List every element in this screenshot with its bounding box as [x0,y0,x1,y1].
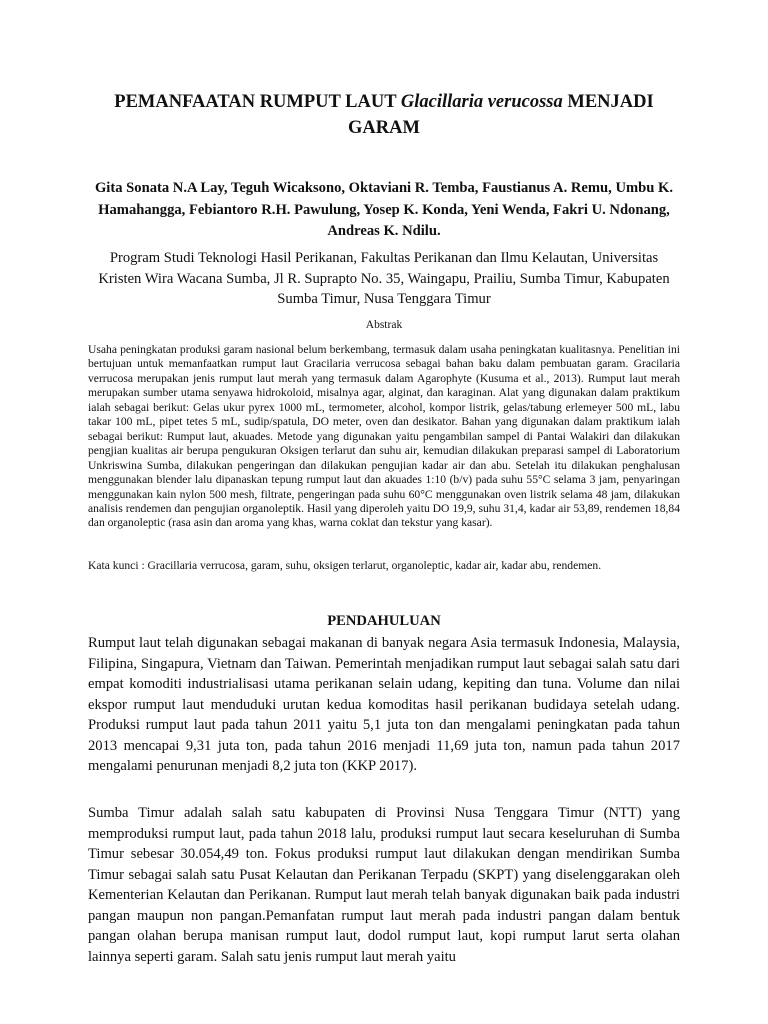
abstract-text: Usaha peningkatan produksi garam nasional belum berkembang, termasuk dalam usaha peningkatan kualitasnya. Penelitian ini bertujuan untuk memanfaatkan rumput laut Gracilaria verrucosa sebagai bahan baku dalam pembuatan garam. Gracilaria verrucosa merupakan jenis rumput laut merah yang termasuk dalam Agarophyte (Kusuma et al., 2013). Rumput laut merah merupakan sumber utama senyawa hidrokoloid, misalnya agar, alginat, dan karaginan. Alat yang digunakan dalam praktikum ialah sebagai berikut: Gelas ukur pyrex 1000 mL, termometer, alcohol, kompor listrik, gelas/tabung erlemeyer 500 mL, labu takar 100 mL, pipet tetes 5 mL, sudip/spatula, DO meter, oven dan desikator. Bahan yang digunakan dalam praktikum ialah sebagai berikut: Rumput laut, akuades. Metode yang digunakan yaitu pengambilan sampel di Pantai Walakiri dan dilakukan pengjian kualitas air berupa pengukuran Oksigen terlarut dan suhu air, kemudian dilakukan preparasi sampel di Laboratorium Unkriswina Sumba, dilakukan pengeringan dan dilakukan pengujian kadar air dan abu. Setelah itu dilakukan penghalusan menggunakan blender lalu dipanaskan tepung rumput laut dan akuades 1:10 (b/v) pada suhu 55°C selama 3 jam, penyaringan menggunakan kain nylon 500 mesh, filtrate, pengeringan pada suhu 60°C menggunakan oven listrik selama 48 jam, dilakukan analisis rendemen dan pengujian organoleptik. Hasil yang diperoleh yaitu DO 19,9, suhu 31,4, kadar air 53,89, rendemen 18,84 dan organoleptic (rasa asin dan aroma yang khas, warna coklat dan tekstur yang kasar). [88,343,680,530]
paper-title [88,89,680,141]
section-heading-introduction: PENDAHULUAN [327,613,441,629]
title-part-2: MENJADI GARAM [348,92,654,138]
introduction-paragraph: Rumput laut telah digunakan sebagai makanan di banyak negara Asia termasuk Indonesia, Malaysia, Filipina, Singapura, Vietnam dan Taiwan. Pemerintah menjadikan rumput laut sebagai salah satu dari empat komoditi industrialisasi utama perikanan selain udang, kepiting dan tuna. Volume dan nilai ekspor rumput laut menduduki urutan kedua komoditas hasil perikanan budidaya setelah udang. Produksi rumput laut pada tahun 2011 yaitu 5,1 juta ton dan mengalami peningkatan pada tahun 2013 mencapai 9,31 juta ton, pada tahun 2016 menjadi 11,69 juta ton, namun pada tahun 2017 mengalami penurunan menjadi 8,2 juta ton (KKP 2017). [88,635,680,774]
author-list: Gita Sonata N.A Lay, Teguh Wicaksono, Oktaviani R. Temba, Faustianus A. Remu, Umbu K. Hamahangga, Febiantoro R.H. Pawulung, Yosep K. Konda, Yeni Wenda, Fakri U. Ndonang, Andreas K. Ndilu. [94,180,674,239]
title-part-1: PEMANFAATAN RUMPUT LAUT [114,92,401,112]
affiliation: Program Studi Teknologi Hasil Perikanan, Fakultas Perikanan dan Ilmu Kelautan, Universitas Kristen Wira Wacana Sumba, Jl R. Suprapto No. 35, Waingapu, Prailiu, Sumba Timur, Kabupaten Sumba Timur, Nusa Tenggara Timur [98,250,670,307]
abstract-heading: Abstrak [365,319,403,331]
keywords: Kata kunci : Gracillaria verrucosa, garam, suhu, oksigen terlarut, organoleptic, kadar air, kadar abu, rendemen. [88,559,602,572]
title-species-name: Glacillaria verucossa [400,92,563,112]
introduction-paragraph: Sumba Timur adalah salah satu kabupaten di Provinsi Nusa Tenggara Timur (NTT) yang memproduksi rumput laut, pada tahun 2018 lalu, produksi rumput laut secara keseluruhan di Sumba Timur sebesar 30.054,49 ton. Fokus produksi rumput laut dilakukan dengan mendirikan Sumba Timur sebagai salah satu Pusat Kelautan dan Perikanan Terpadu (SKPT) yang diselenggarakan oleh Kementerian Kelautan dan Perikanan. Rumput laut merah telah banyak digunakan baik pada industri pangan maupun non pangan.Pemanfatan rumput laut merah pada industri pangan dalam bentuk pangan olahan berupa manisan rumput laut, dodol rumput laut, kopi rumput larut serta olahan lainnya seperti garam. Salah satu jenis rumput laut merah yaitu [88,805,680,965]
